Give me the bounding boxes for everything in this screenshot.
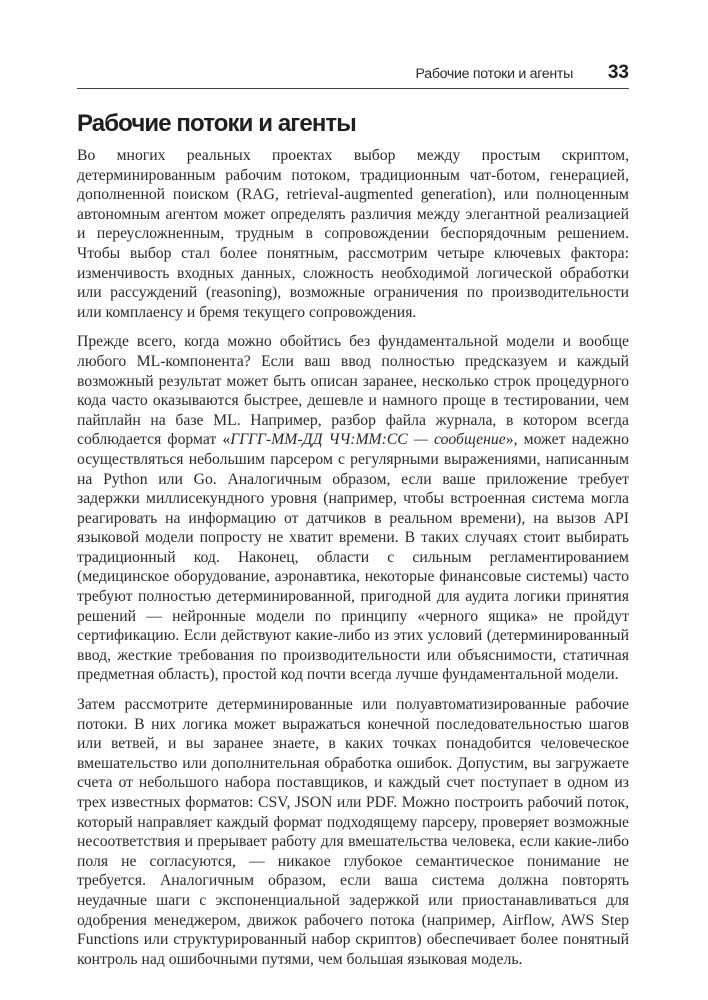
section-title: Рабочие потоки и агенты	[77, 110, 356, 137]
body-text	[77, 146, 629, 979]
paragraph-1: Во многих реальных проектах выбор между простым скриптом, детерминированным рабочим потоком, традиционным чат-ботом, генерацией, дополненной поиском (RAG, retrieval-augmented generation), или полноценным автономным агентом может определять различия между элегантной реализацией и переусложненным, трудным в сопровождении беспорядочным решением. Чтобы выбор стал более понятным, рассмотрим четыре ключевых фактора: изменчивость входных данных, сложность необходимой логической обработки или рассуждений (reasoning), возможные ограничения по производительности или комплаенсу и бремя текущего сопровождения.	[77, 147, 629, 321]
paragraph-2-start: Прежде всего, когда можно обойтись без фундаментальной модели и вообще любого ML-компонента? Если ваш ввод полностью предсказуем и каждый возможный результат может быть описан заранее, несколько строк процедурного кода часто оказываются быстрее, дешевле и намного проще в тестировании, чем пайплайн на базе ML. Например, разбор файла журнала, в котором всегда соблюдается формат «	[77, 333, 629, 449]
paragraph-3: Затем рассмотрите детерминированные или полуавтоматизированные рабочие потоки. В них логика может выражаться конечной последовательностью шагов или ветвей, и вы заранее знаете, в каких точках понадобится человеческое вмешательство или дополнительная обработка ошибок. Допустим, вы загружаете счета от небольшого набора поставщиков, и каждый счет поступает в одном из трех известных форматов: CSV, JSON или PDF. Можно построить рабочий поток, который направляет каждый формат подходящему парсеру, проверяет возможные несоответствия и прерывает работу для вмешательства человека, если какие-либо поля не согласуются, — никакое глубокое семантическое понимание не требуется. Аналогичным образом, если ваша система должна повторять неудачные шаги с экспоненциальной задержкой или приостанавливаться для одобрения менеджером, движок рабочего потока (например, Airflow, AWS Step Functions или структурированный набор скриптов) обеспечивает более понятный контроль над ошибочными путями, чем большая языковая модель.	[77, 696, 629, 968]
running-title: Рабочие потоки и агенты	[415, 66, 573, 82]
paragraph-2-end: », может надежно осуществляться небольшим парсером с регулярными выражениями, написанным на Python или Go. Аналогичным образом, если ваше приложение требует задержки миллисекундного уровня (например, чтобы встроенная система могла реагировать на информацию от датчиков в реальном времени), на вызов API языковой модели попросту не хватит времени. В таких случаях стоит выбирать традиционный код. Наконец, области с сильным регламентированием (медицинское оборудование, аэронавтика, некоторые финансовые системы) часто требуют полностью детерминированной, пригодной для аудита логики принятия решений — нейронные модели по принципу «черного ящика» не пройдут сертификацию. Если действуют какие-либо из этих условий (детерминированный ввод, жесткие требования по производительности или объяснимости, статичная предметная область), простой код почти всегда лучше фундаментальной модели.	[77, 431, 629, 684]
page-number: 33	[607, 62, 629, 83]
paragraph-2	[77, 332, 629, 685]
running-header	[77, 62, 629, 89]
log-format-example: ГГГГ-ММ-ДД ЧЧ:ММ:СС — сообщение	[230, 431, 506, 449]
